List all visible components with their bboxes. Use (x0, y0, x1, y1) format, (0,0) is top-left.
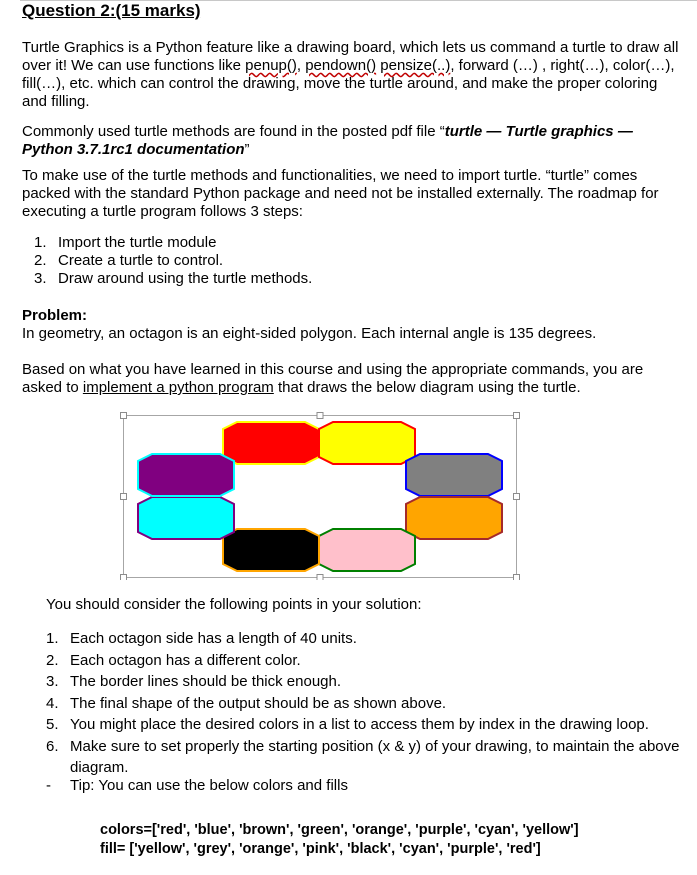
list-number: 3. (46, 673, 59, 690)
methods-suffix: ” (244, 141, 250, 158)
octagon-7 (138, 497, 234, 539)
steps-list (34, 234, 312, 288)
methods-prefix: Commonly used turtle methods are found in the posted pdf file “ (22, 123, 445, 140)
intro-text-1: Turtle Graphics is a Python feature like a drawing board, which lets us command a turtle to draw all over it! We can use functions like (22, 39, 679, 74)
task-paragraph (22, 361, 687, 397)
list-item (34, 252, 312, 270)
points-list (46, 628, 686, 779)
list-text: You might place the desired colors in a list to access them by index in the drawing loop. (70, 716, 649, 733)
octagon-5 (319, 529, 415, 571)
list-item (46, 714, 686, 736)
list-text: Make sure to set properly the starting position (x & y) of your drawing, to maintain the above diagram. (70, 737, 680, 776)
resize-handle-5[interactable] (514, 494, 520, 500)
tip-dash: - (46, 777, 51, 794)
octagon-3 (406, 454, 502, 496)
tip-text: Tip: You can use the below colors and fills (70, 777, 348, 794)
list-item (34, 270, 312, 288)
octagon-8 (138, 454, 234, 496)
resize-handle-2[interactable] (317, 413, 323, 419)
pensize-function: pensize(..) (380, 57, 451, 74)
resize-handle-4[interactable] (121, 494, 127, 500)
list-number: 1. (34, 234, 47, 251)
colors-code-line: colors=['red', 'blue', 'brown', 'green', 'orange', 'purple', 'cyan', 'yellow'] (100, 822, 579, 838)
list-number: 2. (34, 252, 47, 269)
resize-handle-7[interactable] (317, 575, 323, 581)
problem-heading: Problem: (22, 307, 88, 324)
intro-text-2: , (296, 57, 306, 74)
list-text: Create a turtle to control. (58, 252, 224, 269)
usage-paragraph: To make use of the turtle methods and functionalities, we need to import turtle. “turtle” comes packed with the standard Python package and need not be installed externally. The roadmap for executing a turtle program follows 3 steps: (22, 167, 659, 220)
consider-text: You should consider the following points in your solution: (46, 596, 422, 613)
octagon-diagram[interactable] (120, 412, 520, 580)
list-text: Import the turtle module (58, 234, 217, 251)
list-number: 3. (34, 270, 47, 287)
list-number: 6. (46, 737, 59, 755)
list-text: Each octagon side has a length of 40 units. (70, 630, 357, 647)
intro-paragraph (22, 39, 682, 111)
list-text: The border lines should be thick enough. (70, 673, 342, 690)
task-text-2: that draws the below diagram using the turtle. (273, 379, 581, 396)
list-number: 2. (46, 651, 59, 669)
list-text: The final shape of the output should be as shown above. (70, 694, 447, 712)
list-text: Draw around using the turtle methods. (58, 270, 313, 287)
list-item (46, 693, 686, 715)
fill-code-line: fill= ['yellow', 'grey', 'orange', 'pink', 'black', 'cyan', 'purple', 'red'] (100, 841, 541, 857)
resize-handle-3[interactable] (514, 413, 520, 419)
question-heading: Question 2:(15 marks) (22, 1, 201, 20)
task-text-1: Based on what you have learned in this course and using the appropriate commands, you are asked to (22, 361, 644, 396)
resize-handle-1[interactable] (121, 413, 127, 419)
list-item (46, 736, 686, 779)
list-text: Each octagon has a different color. (70, 651, 301, 669)
octagon-4 (406, 497, 502, 539)
documentation-title: turtle — Turtle graphics — Python 3.7.1rc1 documentation (22, 123, 633, 158)
list-number: 1. (46, 630, 59, 647)
pendown-function: pendown() (305, 57, 377, 74)
octagon-1 (223, 422, 319, 464)
list-item (46, 628, 686, 650)
list-number: 4. (46, 694, 59, 712)
resize-handle-8[interactable] (514, 575, 520, 581)
resize-handle-6[interactable] (121, 575, 127, 581)
penup-function: penup() (245, 57, 297, 74)
methods-paragraph (22, 123, 682, 159)
task-underlined: implement a python program (82, 379, 274, 396)
list-item (46, 671, 686, 693)
list-number: 5. (46, 716, 59, 733)
problem-text: In geometry, an octagon is an eight-sided polygon. Each internal angle is 135 degrees. (22, 325, 597, 342)
list-item (46, 650, 686, 672)
octagon-group (138, 422, 502, 571)
octagon-2 (319, 422, 415, 464)
list-item (34, 234, 312, 252)
intro-text-4: , forward (…) , right(…), color(…), fill(…), etc. which can control the drawing, move the turtle around, and make the proper coloring and filling. (22, 57, 675, 110)
octagon-6 (223, 529, 319, 571)
